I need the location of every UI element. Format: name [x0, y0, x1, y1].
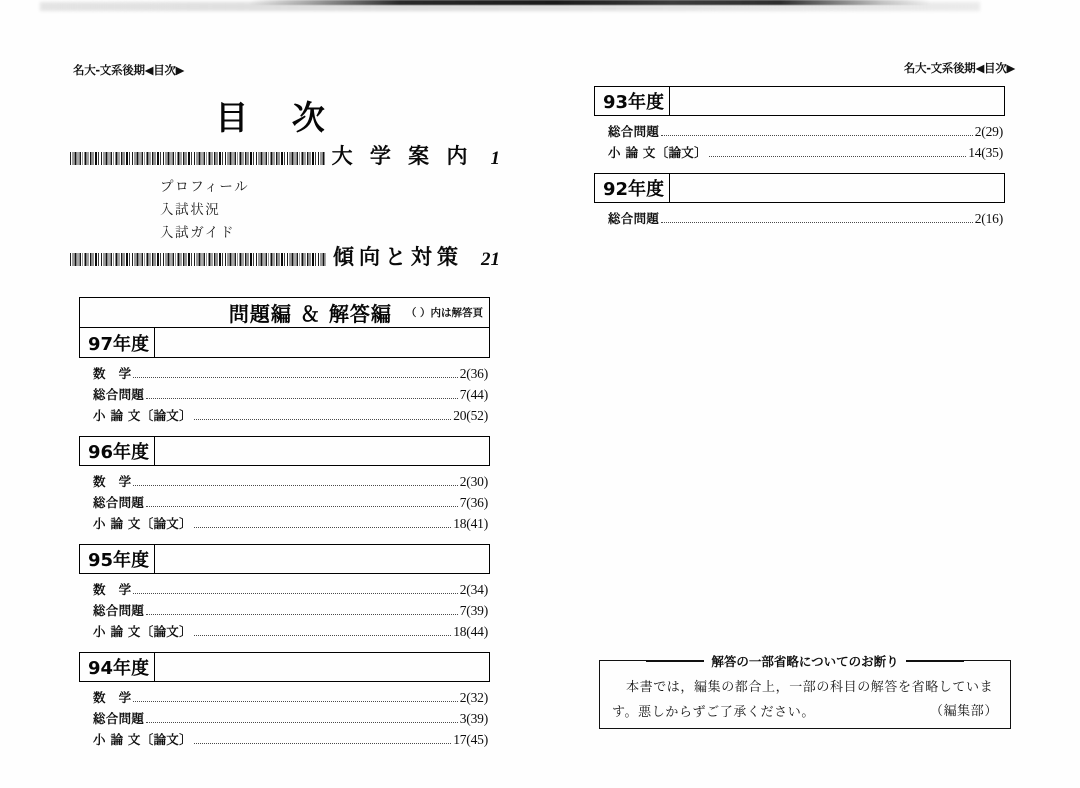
front-matter-subitems — [160, 176, 249, 245]
entry-page: 7(36) — [459, 495, 488, 510]
table-row — [79, 600, 490, 621]
entry-group-92 — [594, 203, 1005, 231]
entry-page: 2(30) — [459, 474, 488, 489]
contents-table — [79, 297, 490, 752]
entry-subject: 総合問題 — [93, 387, 145, 402]
entry-group-95 — [79, 574, 490, 644]
leader-dots — [133, 592, 457, 594]
table-header — [79, 297, 490, 328]
front-matter-row-trends-and-measures — [70, 241, 500, 271]
year-label: 95年度 — [80, 545, 155, 573]
year-bar-95 — [79, 544, 490, 574]
leader-dots — [194, 418, 451, 420]
entry-page: 2(29) — [974, 124, 1003, 139]
table-row — [79, 579, 490, 600]
entry-subject: 数 学 — [93, 690, 132, 705]
table-row — [79, 405, 490, 426]
table-row — [79, 621, 490, 642]
entry-page: 14(35) — [968, 145, 1003, 160]
table-row — [79, 729, 490, 750]
leader-dots — [133, 376, 457, 378]
year-bar-93 — [594, 86, 1005, 116]
notice-signature: （編集部） — [929, 704, 998, 719]
entry-page: 2(16) — [974, 211, 1003, 226]
entry-subject: 小 論 文〔論文〕 — [93, 516, 192, 531]
entry-page: 7(39) — [459, 603, 488, 618]
running-head-left: 名大-文系後期◀目次▶ — [73, 63, 185, 77]
year-label: 92年度 — [595, 174, 670, 202]
table-header-title: 問題編 ＆ 解答編 — [228, 302, 392, 326]
right-page — [585, 0, 1015, 788]
entry-subject: 総合問題 — [93, 711, 145, 726]
entry-page: 2(34) — [459, 582, 488, 597]
table-row — [79, 363, 490, 384]
table-row — [79, 471, 490, 492]
entry-group-97 — [79, 358, 490, 428]
year-label: 93年度 — [595, 87, 670, 115]
leader-dots — [146, 613, 458, 615]
front-subitem-profile: プロフィール — [160, 179, 250, 195]
leader-dots — [709, 155, 966, 157]
entry-page: 18(44) — [453, 624, 488, 639]
table-row — [594, 121, 1005, 142]
entry-page: 2(32) — [459, 690, 488, 705]
entry-group-93 — [594, 116, 1005, 165]
front-subitem-exam-status: 入試状況 — [160, 202, 221, 218]
leader-dots — [133, 484, 457, 486]
year-bar-92 — [594, 173, 1005, 203]
front-matter-page: 21 — [481, 249, 500, 270]
leader-dots — [133, 700, 457, 702]
notice-title: 解答の一部省略についてのお断り — [704, 652, 905, 670]
entry-subject: 総合問題 — [608, 211, 660, 226]
leader-dots — [146, 505, 458, 507]
entry-subject: 小 論 文〔論文〕 — [93, 408, 192, 423]
front-matter-row-university-guide — [70, 140, 500, 170]
front-matter-label: 傾向と対策 — [333, 245, 463, 269]
table-header-note: （ ）内は解答頁 — [405, 307, 483, 319]
barcode-rule-icon — [70, 253, 326, 266]
year-label: 94年度 — [80, 653, 155, 681]
year-label: 96年度 — [80, 437, 155, 465]
table-row — [79, 513, 490, 534]
front-matter-page: 1 — [490, 148, 500, 169]
entry-subject: 総合問題 — [608, 124, 660, 139]
entry-page: 2(36) — [459, 366, 488, 381]
notice-body: 本書では，編集の都合上，一部の科目の解答を省略しています。悪しからずご了承ください。 — [612, 680, 994, 720]
year-bar-94 — [79, 652, 490, 682]
entry-subject: 数 学 — [93, 366, 132, 381]
barcode-rule-icon — [70, 152, 325, 165]
notice-rule-right — [906, 660, 964, 661]
entry-subject: 小 論 文〔論文〕 — [608, 145, 707, 160]
leader-dots — [194, 526, 451, 528]
leader-dots — [194, 742, 451, 744]
year-bar-97 — [79, 328, 490, 358]
entry-page: 20(52) — [453, 408, 488, 423]
year-bar-96 — [79, 436, 490, 466]
entry-group-94 — [79, 682, 490, 752]
notice-rule-left — [646, 660, 704, 661]
leader-dots — [146, 397, 458, 399]
front-matter-label: 大 学 案 内 — [331, 144, 473, 168]
table-row — [79, 687, 490, 708]
entry-subject: 数 学 — [93, 582, 132, 597]
leader-dots — [146, 721, 458, 723]
entry-subject: 小 論 文〔論文〕 — [93, 732, 192, 747]
entry-subject: 総合問題 — [93, 603, 145, 618]
left-page — [70, 0, 500, 788]
entry-page: 3(39) — [459, 711, 488, 726]
table-row — [79, 384, 490, 405]
contents-table-continued — [594, 86, 1005, 231]
front-subitem-exam-guide: 入試ガイド — [160, 225, 236, 241]
leader-dots — [661, 221, 973, 223]
table-row — [79, 492, 490, 513]
table-row — [594, 142, 1005, 163]
notice-title-bar — [600, 652, 1010, 670]
leader-dots — [661, 134, 973, 136]
entry-subject: 総合問題 — [93, 495, 145, 510]
entry-page: 7(44) — [459, 387, 488, 402]
entry-page: 17(45) — [453, 732, 488, 747]
entry-group-96 — [79, 466, 490, 536]
table-row — [594, 208, 1005, 229]
running-head-right: 名大-文系後期◀目次▶ — [903, 61, 1015, 75]
entry-subject: 小 論 文〔論文〕 — [93, 624, 192, 639]
page-title: 目 次 — [215, 98, 341, 137]
entry-page: 18(41) — [453, 516, 488, 531]
notice-box — [599, 654, 1011, 729]
year-label: 97年度 — [80, 328, 155, 357]
leader-dots — [194, 634, 451, 636]
entry-subject: 数 学 — [93, 474, 132, 489]
table-row — [79, 708, 490, 729]
